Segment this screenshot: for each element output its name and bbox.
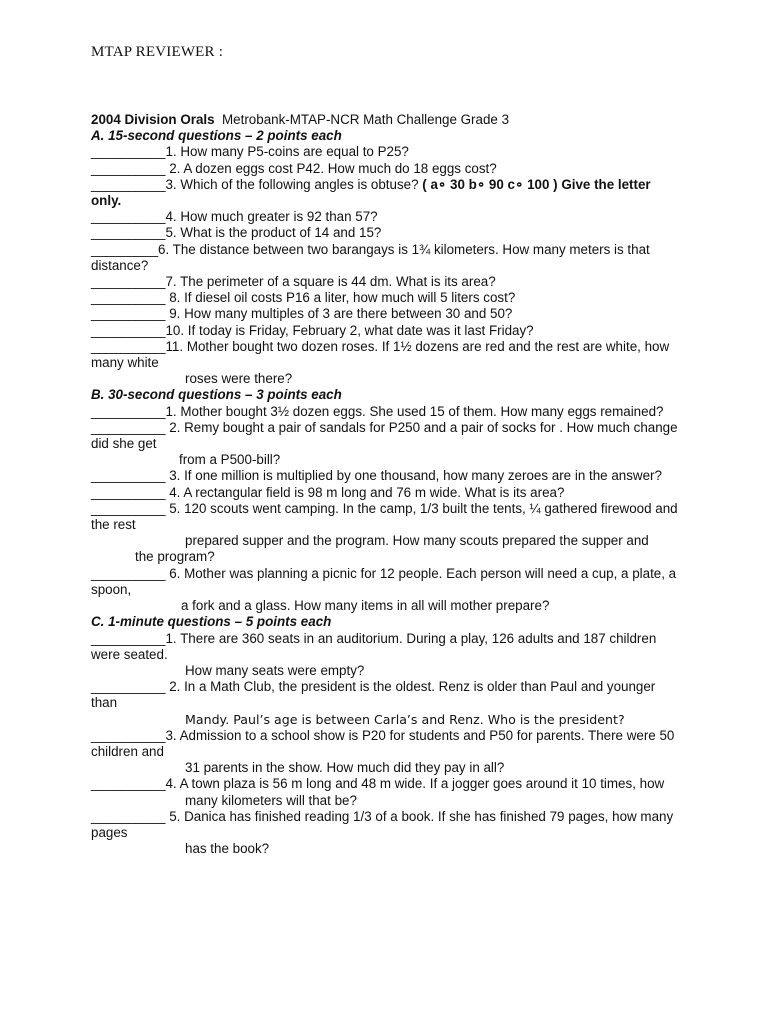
question-c1-continued: How many seats were empty? <box>185 662 365 678</box>
question-a11-continued: roses were there? <box>185 371 293 387</box>
question-b2-continued: from a P500-bill? <box>179 452 281 468</box>
question-c3-continued: 31 parents in the show. How much did they pay in all? <box>185 760 505 776</box>
question-a5: __________5. What is the product of 14 and 15? <box>91 225 382 241</box>
question-a3-options: ( a∘ 30 b∘ 90 c∘ 100 ) Give the letter only. <box>91 176 651 209</box>
question-c1: __________1. There are 360 seats in an auditorium. During a play, 126 adults and 187 children were seated. <box>91 630 657 662</box>
question-b1: __________1. Mother bought 3½ dozen eggs. She used 15 of them. How many eggs remained? <box>91 403 664 419</box>
question-b5-continued: prepared supper and the program. How many scouts prepared the supper and <box>185 533 649 549</box>
section-b-heading: B. 30-second questions – 3 points each <box>91 387 342 403</box>
question-b3: __________ 3. If one million is multiplied by one thousand, how many zeroes are in the answer? <box>91 468 662 484</box>
title-bold: 2004 Division Orals <box>91 112 215 127</box>
question-a9: __________ 9. How many multiples of 3 are there between 30 and 50? <box>91 306 513 322</box>
question-a3 <box>91 177 681 209</box>
document-content <box>91 112 681 857</box>
question-a11: __________11. Mother bought two dozen roses. If 1½ dozens are red and the rest are white, how many white <box>91 338 670 371</box>
section-a-heading: A. 15-second questions – 2 points each <box>91 128 342 144</box>
question-c2: __________ 2. In a Math Club, the president is the oldest. Renz is older than Paul and younger than <box>91 679 656 711</box>
section-c-heading: C. 1-minute questions – 5 points each <box>91 614 332 630</box>
question-b4: __________ 4. A rectangular field is 98 m long and 76 m wide. What is its area? <box>91 484 565 500</box>
question-a7: __________7. The perimeter of a square is 44 dm. What is its area? <box>91 274 496 290</box>
document-title <box>91 112 681 128</box>
question-b2: __________ 2. Remy bought a pair of sandals for P250 and a pair of socks for . How much change did she get <box>91 419 678 452</box>
question-b6: __________ 6. Mother was planning a picnic for 12 people. Each person will need a cup, a plate, a spoon, <box>91 565 677 597</box>
question-c5-continued: has the book? <box>185 841 270 857</box>
title-rest: Metrobank-MTAP-NCR Math Challenge Grade 3 <box>222 112 510 127</box>
question-b5: __________ 5. 120 scouts went camping. In the camp, 1/3 built the tents, ¼ gathered firewood and the rest <box>91 500 678 533</box>
question-c5: __________ 5. Danica has finished reading 1/3 of a book. If she has finished 79 pages, how many pages <box>91 808 674 840</box>
question-a3-text: __________3. Which of the following angles is obtuse? <box>91 176 419 192</box>
question-a6: _________6. The distance between two barangays is 1¾ kilometers. How many meters is that distance? <box>91 241 650 273</box>
question-b6-continued: a fork and a glass. How many items in all will mother prepare? <box>181 598 550 614</box>
question-a8: __________ 8. If diesel oil costs P16 a liter, how much will 5 liters cost? <box>91 290 516 306</box>
question-c3: __________3. Admission to a school show is P20 for students and P50 for parents. There were 50 children and <box>91 727 675 759</box>
question-c4: __________4. A town plaza is 56 m long and 48 m wide. If a jogger goes around it 10 times, how <box>91 776 665 792</box>
reviewer-header: MTAP REVIEWER : <box>91 44 224 60</box>
question-a10: __________10. If today is Friday, February 2, what date was it last Friday? <box>91 322 534 338</box>
question-a1: __________1. How many P5-coins are equal to P25? <box>91 144 409 160</box>
question-b5-continued-2: the program? <box>135 549 215 565</box>
question-a2: __________ 2. A dozen eggs cost P42. How much do 18 eggs cost? <box>91 160 497 176</box>
question-a4: __________4. How much greater is 92 than 57? <box>91 209 378 225</box>
question-c4-continued: many kilometers will that be? <box>185 792 357 808</box>
question-c2-continued: Mandy. Paul’s age is between Carla’s and Renz. Who is the president? <box>185 711 625 727</box>
